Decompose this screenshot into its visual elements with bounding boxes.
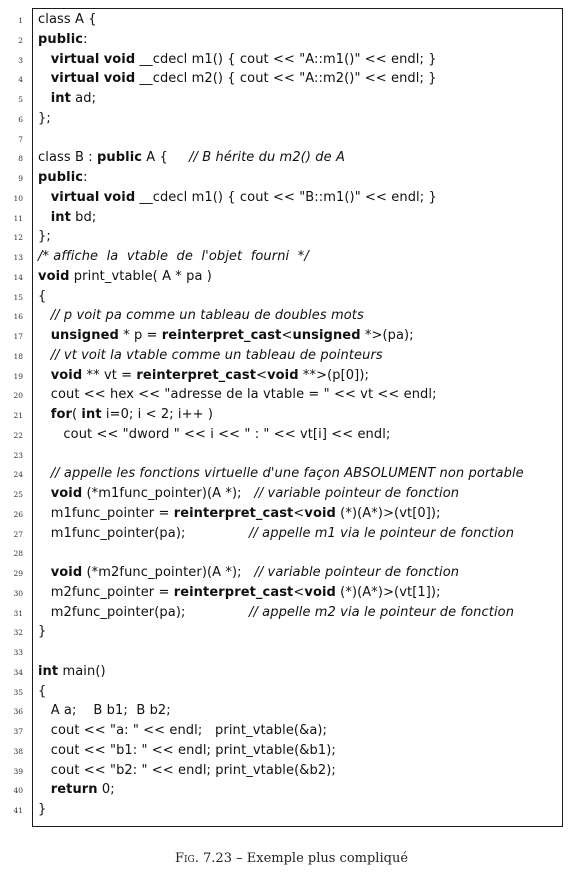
code-line bbox=[0, 10, 583, 30]
code-text bbox=[38, 563, 459, 583]
code-text bbox=[38, 227, 51, 247]
code-text bbox=[38, 484, 459, 504]
keyword: reinterpret_cast bbox=[136, 367, 257, 383]
code-token: { bbox=[38, 683, 47, 699]
code-text bbox=[38, 800, 46, 820]
keyword: public bbox=[96, 150, 143, 166]
code-line bbox=[0, 306, 583, 326]
code-token bbox=[38, 348, 51, 363]
code-line bbox=[0, 741, 583, 761]
code-text bbox=[38, 721, 327, 741]
comment: // p voit pa comme un tableau de doubles mots bbox=[50, 308, 364, 324]
code-token: < bbox=[256, 367, 268, 383]
keyword: public bbox=[38, 170, 84, 185]
keyword: void bbox=[304, 505, 336, 521]
code-token: } bbox=[38, 624, 47, 640]
code-text bbox=[38, 622, 46, 642]
code-line bbox=[0, 543, 583, 563]
code-text bbox=[38, 464, 524, 484]
keyword: void bbox=[103, 51, 136, 67]
code-token: bd; bbox=[70, 209, 97, 225]
code-text bbox=[38, 10, 97, 30]
code-token bbox=[38, 328, 51, 343]
code-line bbox=[0, 662, 583, 682]
caption-text: Exemple plus compliqué bbox=[246, 851, 409, 866]
keyword: reinterpret_cast bbox=[173, 584, 294, 600]
code-token: cout << "dword " << i << " : " << vt[i] << endl; bbox=[38, 426, 391, 442]
line-number: 31 bbox=[13, 608, 23, 618]
line-number: 36 bbox=[13, 707, 23, 717]
code-token: m2func_pointer = bbox=[38, 584, 174, 600]
code-line bbox=[0, 622, 583, 642]
line-number: 15 bbox=[13, 292, 23, 302]
line-number: 20 bbox=[13, 391, 23, 401]
code-text bbox=[38, 346, 383, 366]
keyword: unsigned bbox=[50, 328, 119, 343]
code-line bbox=[0, 366, 583, 386]
code-line bbox=[0, 346, 583, 366]
code-line bbox=[0, 50, 583, 70]
keyword: void bbox=[267, 367, 299, 383]
code-token: cout << hex << "adresse de la vtable = " << vt << endl; bbox=[38, 387, 437, 403]
code-token: < bbox=[293, 584, 305, 600]
code-token bbox=[38, 466, 51, 481]
line-number: 40 bbox=[13, 786, 23, 796]
code-token: }; bbox=[38, 110, 51, 126]
line-number: 21 bbox=[13, 411, 23, 420]
code-token bbox=[38, 71, 51, 86]
code-token bbox=[38, 308, 51, 323]
code-token: class B : bbox=[38, 150, 97, 166]
code-text bbox=[38, 30, 88, 50]
code-line bbox=[0, 267, 583, 287]
code-text bbox=[38, 682, 46, 702]
line-number: 12 bbox=[13, 233, 23, 243]
comment: // appelle les fonctions virtuelle d'une façon ABSOLUMENT non portable bbox=[50, 466, 524, 482]
code-token: ad; bbox=[70, 91, 97, 106]
code-token: (*)(A*)>(vt[0]); bbox=[335, 505, 441, 521]
line-number: 37 bbox=[13, 727, 23, 736]
code-token bbox=[38, 91, 51, 106]
keyword: void bbox=[103, 189, 136, 205]
keyword: void bbox=[38, 268, 70, 284]
code-token: }; bbox=[38, 229, 51, 245]
keyword: void bbox=[103, 71, 136, 87]
keyword: public bbox=[38, 31, 84, 47]
code-line bbox=[0, 425, 583, 445]
code-text bbox=[38, 109, 51, 129]
line-number: 41 bbox=[13, 806, 23, 815]
code-line bbox=[0, 30, 583, 50]
code-line bbox=[0, 109, 583, 129]
keyword: int bbox=[81, 407, 102, 422]
code-token: (*m2func_pointer)(A *); bbox=[82, 565, 255, 580]
line-number: 1 bbox=[18, 16, 23, 25]
code-text bbox=[38, 208, 96, 228]
code-text bbox=[38, 405, 213, 425]
code-token bbox=[38, 368, 51, 383]
line-number: 10 bbox=[13, 193, 23, 203]
code-text bbox=[38, 148, 345, 168]
code-token: < bbox=[281, 328, 293, 343]
code-line bbox=[0, 69, 583, 89]
keyword: int bbox=[50, 209, 71, 225]
line-number: 9 bbox=[18, 174, 23, 183]
code-token bbox=[38, 486, 51, 501]
keyword: reinterpret_cast bbox=[161, 328, 282, 343]
code-line bbox=[0, 188, 583, 208]
code-text bbox=[38, 524, 514, 544]
code-line bbox=[0, 484, 583, 504]
keyword: reinterpret_cast bbox=[173, 505, 294, 521]
code-token: < bbox=[293, 505, 305, 521]
figure-number: Fig. 7.23 bbox=[174, 851, 232, 866]
comment: // appelle m1 via le pointeur de fonction bbox=[248, 525, 515, 541]
comment: // variable pointeur de fonction bbox=[254, 565, 460, 580]
code-token: m1func_pointer = bbox=[38, 505, 174, 521]
line-number: 7 bbox=[18, 134, 23, 144]
keyword: void bbox=[50, 367, 83, 383]
code-line bbox=[0, 89, 583, 109]
code-text bbox=[38, 425, 390, 445]
code-token: { bbox=[38, 288, 47, 304]
code-token: print_vtable( A * pa ) bbox=[69, 268, 212, 284]
code-text bbox=[38, 701, 171, 721]
code-line bbox=[0, 563, 583, 583]
line-number: 27 bbox=[13, 529, 23, 539]
code-text bbox=[38, 89, 96, 109]
keyword: void bbox=[50, 565, 83, 580]
code-line bbox=[0, 247, 583, 267]
code-token: * p = bbox=[118, 328, 162, 343]
line-number: 3 bbox=[18, 55, 23, 65]
code-text bbox=[38, 385, 437, 405]
line-number: 25 bbox=[13, 490, 23, 499]
line-number: 4 bbox=[18, 75, 23, 85]
code-line bbox=[0, 761, 583, 781]
code-text bbox=[38, 583, 441, 603]
figure-caption bbox=[0, 851, 583, 866]
caption-separator: – bbox=[236, 851, 243, 866]
line-number: 28 bbox=[13, 549, 23, 559]
keyword: int bbox=[50, 91, 71, 106]
code-line bbox=[0, 326, 583, 346]
code-line bbox=[0, 129, 583, 149]
keyword: void bbox=[50, 486, 83, 501]
code-line bbox=[0, 504, 583, 524]
code-token: 0; bbox=[97, 782, 115, 798]
code-text bbox=[38, 287, 46, 307]
line-number: 5 bbox=[18, 95, 23, 104]
line-number: 23 bbox=[13, 450, 23, 460]
code-token bbox=[38, 190, 51, 205]
code-token: main() bbox=[58, 663, 106, 679]
code-line bbox=[0, 603, 583, 623]
line-number: 24 bbox=[13, 470, 23, 480]
code-token: cout << "b2: " << endl; print_vtable(&b2); bbox=[38, 762, 336, 778]
code-token bbox=[38, 782, 51, 797]
code-text bbox=[38, 267, 212, 287]
code-token: __cdecl m1() { cout << "A::m1()" << endl; } bbox=[135, 51, 437, 67]
code-token: *>(pa); bbox=[360, 328, 414, 343]
code-token: m1func_pointer(pa); bbox=[38, 525, 249, 541]
line-number: 19 bbox=[13, 371, 23, 381]
code-text bbox=[38, 504, 441, 524]
code-line bbox=[0, 445, 583, 465]
code-line bbox=[0, 800, 583, 820]
code-token: : bbox=[83, 170, 88, 185]
code-text bbox=[38, 168, 88, 188]
code-token bbox=[38, 52, 51, 67]
line-number: 22 bbox=[13, 430, 23, 440]
code-token: A { bbox=[142, 150, 190, 166]
line-number: 16 bbox=[13, 312, 23, 322]
code-line bbox=[0, 148, 583, 168]
code-token bbox=[38, 565, 51, 580]
code-text bbox=[38, 761, 336, 781]
code-text bbox=[38, 780, 115, 800]
line-number: 13 bbox=[13, 253, 23, 262]
keyword: for bbox=[50, 407, 73, 422]
code-line bbox=[0, 682, 583, 702]
line-number: 14 bbox=[13, 272, 23, 282]
code-line bbox=[0, 405, 583, 425]
code-line bbox=[0, 464, 583, 484]
code-token: cout << "a: " << endl; print_vtable(&a); bbox=[38, 723, 328, 738]
code-token: i=0; i < 2; i++ ) bbox=[101, 407, 214, 422]
keyword: virtual bbox=[50, 71, 100, 87]
code-token: (*m1func_pointer)(A *); bbox=[82, 486, 255, 501]
keyword: void bbox=[304, 584, 336, 600]
line-number: 17 bbox=[13, 332, 23, 341]
code-token: : bbox=[83, 31, 88, 47]
code-line bbox=[0, 227, 583, 247]
code-text bbox=[38, 662, 106, 682]
comment: /* affiche la vtable de l'objet fourni */ bbox=[38, 249, 309, 264]
code-token: class A { bbox=[38, 12, 97, 27]
code-line bbox=[0, 583, 583, 603]
code-line bbox=[0, 385, 583, 405]
line-number: 11 bbox=[13, 213, 23, 223]
line-number: 6 bbox=[18, 114, 23, 124]
comment: // appelle m2 via le pointeur de fonction bbox=[248, 604, 515, 620]
line-number: 34 bbox=[13, 667, 23, 677]
code-text bbox=[38, 366, 369, 386]
line-number: 35 bbox=[13, 687, 23, 697]
code-token: **>(p[0]); bbox=[298, 367, 369, 383]
code-token: m2func_pointer(pa); bbox=[38, 604, 249, 620]
keyword: int bbox=[38, 663, 59, 679]
code-token: A a; B b1; B b2; bbox=[38, 703, 171, 719]
code-token: __cdecl m1() { cout << "B::m1()" << endl; } bbox=[135, 189, 437, 205]
line-number: 8 bbox=[18, 154, 23, 164]
keyword: virtual bbox=[50, 189, 100, 205]
code-text bbox=[38, 188, 437, 208]
keyword: unsigned bbox=[292, 328, 361, 343]
comment: // B hérite du m2() de A bbox=[189, 150, 345, 166]
line-number: 33 bbox=[13, 648, 23, 657]
code-token: cout << "b1: " << endl; print_vtable(&b1); bbox=[38, 742, 336, 758]
code-line bbox=[0, 287, 583, 307]
comment: // vt voit la vtable comme un tableau de pointeurs bbox=[50, 347, 383, 363]
line-number: 26 bbox=[13, 509, 23, 519]
code-text bbox=[38, 603, 514, 623]
code-line bbox=[0, 524, 583, 544]
code-text bbox=[38, 326, 414, 346]
code-text bbox=[38, 247, 309, 267]
line-number: 18 bbox=[13, 351, 23, 361]
line-number: 32 bbox=[13, 628, 23, 638]
code-text bbox=[38, 69, 437, 89]
code-token bbox=[38, 210, 51, 225]
keyword: return bbox=[50, 782, 98, 798]
code-line bbox=[0, 701, 583, 721]
comment: // variable pointeur de fonction bbox=[254, 486, 460, 501]
line-number: 30 bbox=[13, 588, 23, 598]
code-line bbox=[0, 208, 583, 228]
line-number: 39 bbox=[13, 766, 23, 776]
line-number: 29 bbox=[13, 569, 23, 578]
code-token: } bbox=[38, 802, 47, 817]
code-token: ( bbox=[72, 407, 82, 422]
code-line bbox=[0, 168, 583, 188]
code-line bbox=[0, 642, 583, 662]
code-token: ** vt = bbox=[82, 367, 137, 383]
keyword: virtual bbox=[50, 51, 100, 67]
code-token bbox=[38, 407, 51, 422]
code-line bbox=[0, 721, 583, 741]
line-number: 38 bbox=[13, 746, 23, 756]
code-listing bbox=[0, 10, 583, 820]
code-text bbox=[38, 306, 364, 326]
code-text bbox=[38, 741, 336, 761]
code-token: __cdecl m2() { cout << "A::m2()" << endl; } bbox=[135, 71, 437, 87]
code-text bbox=[38, 50, 437, 70]
code-token: (*)(A*)>(vt[1]); bbox=[335, 584, 441, 600]
line-number: 2 bbox=[18, 35, 23, 45]
code-line bbox=[0, 780, 583, 800]
